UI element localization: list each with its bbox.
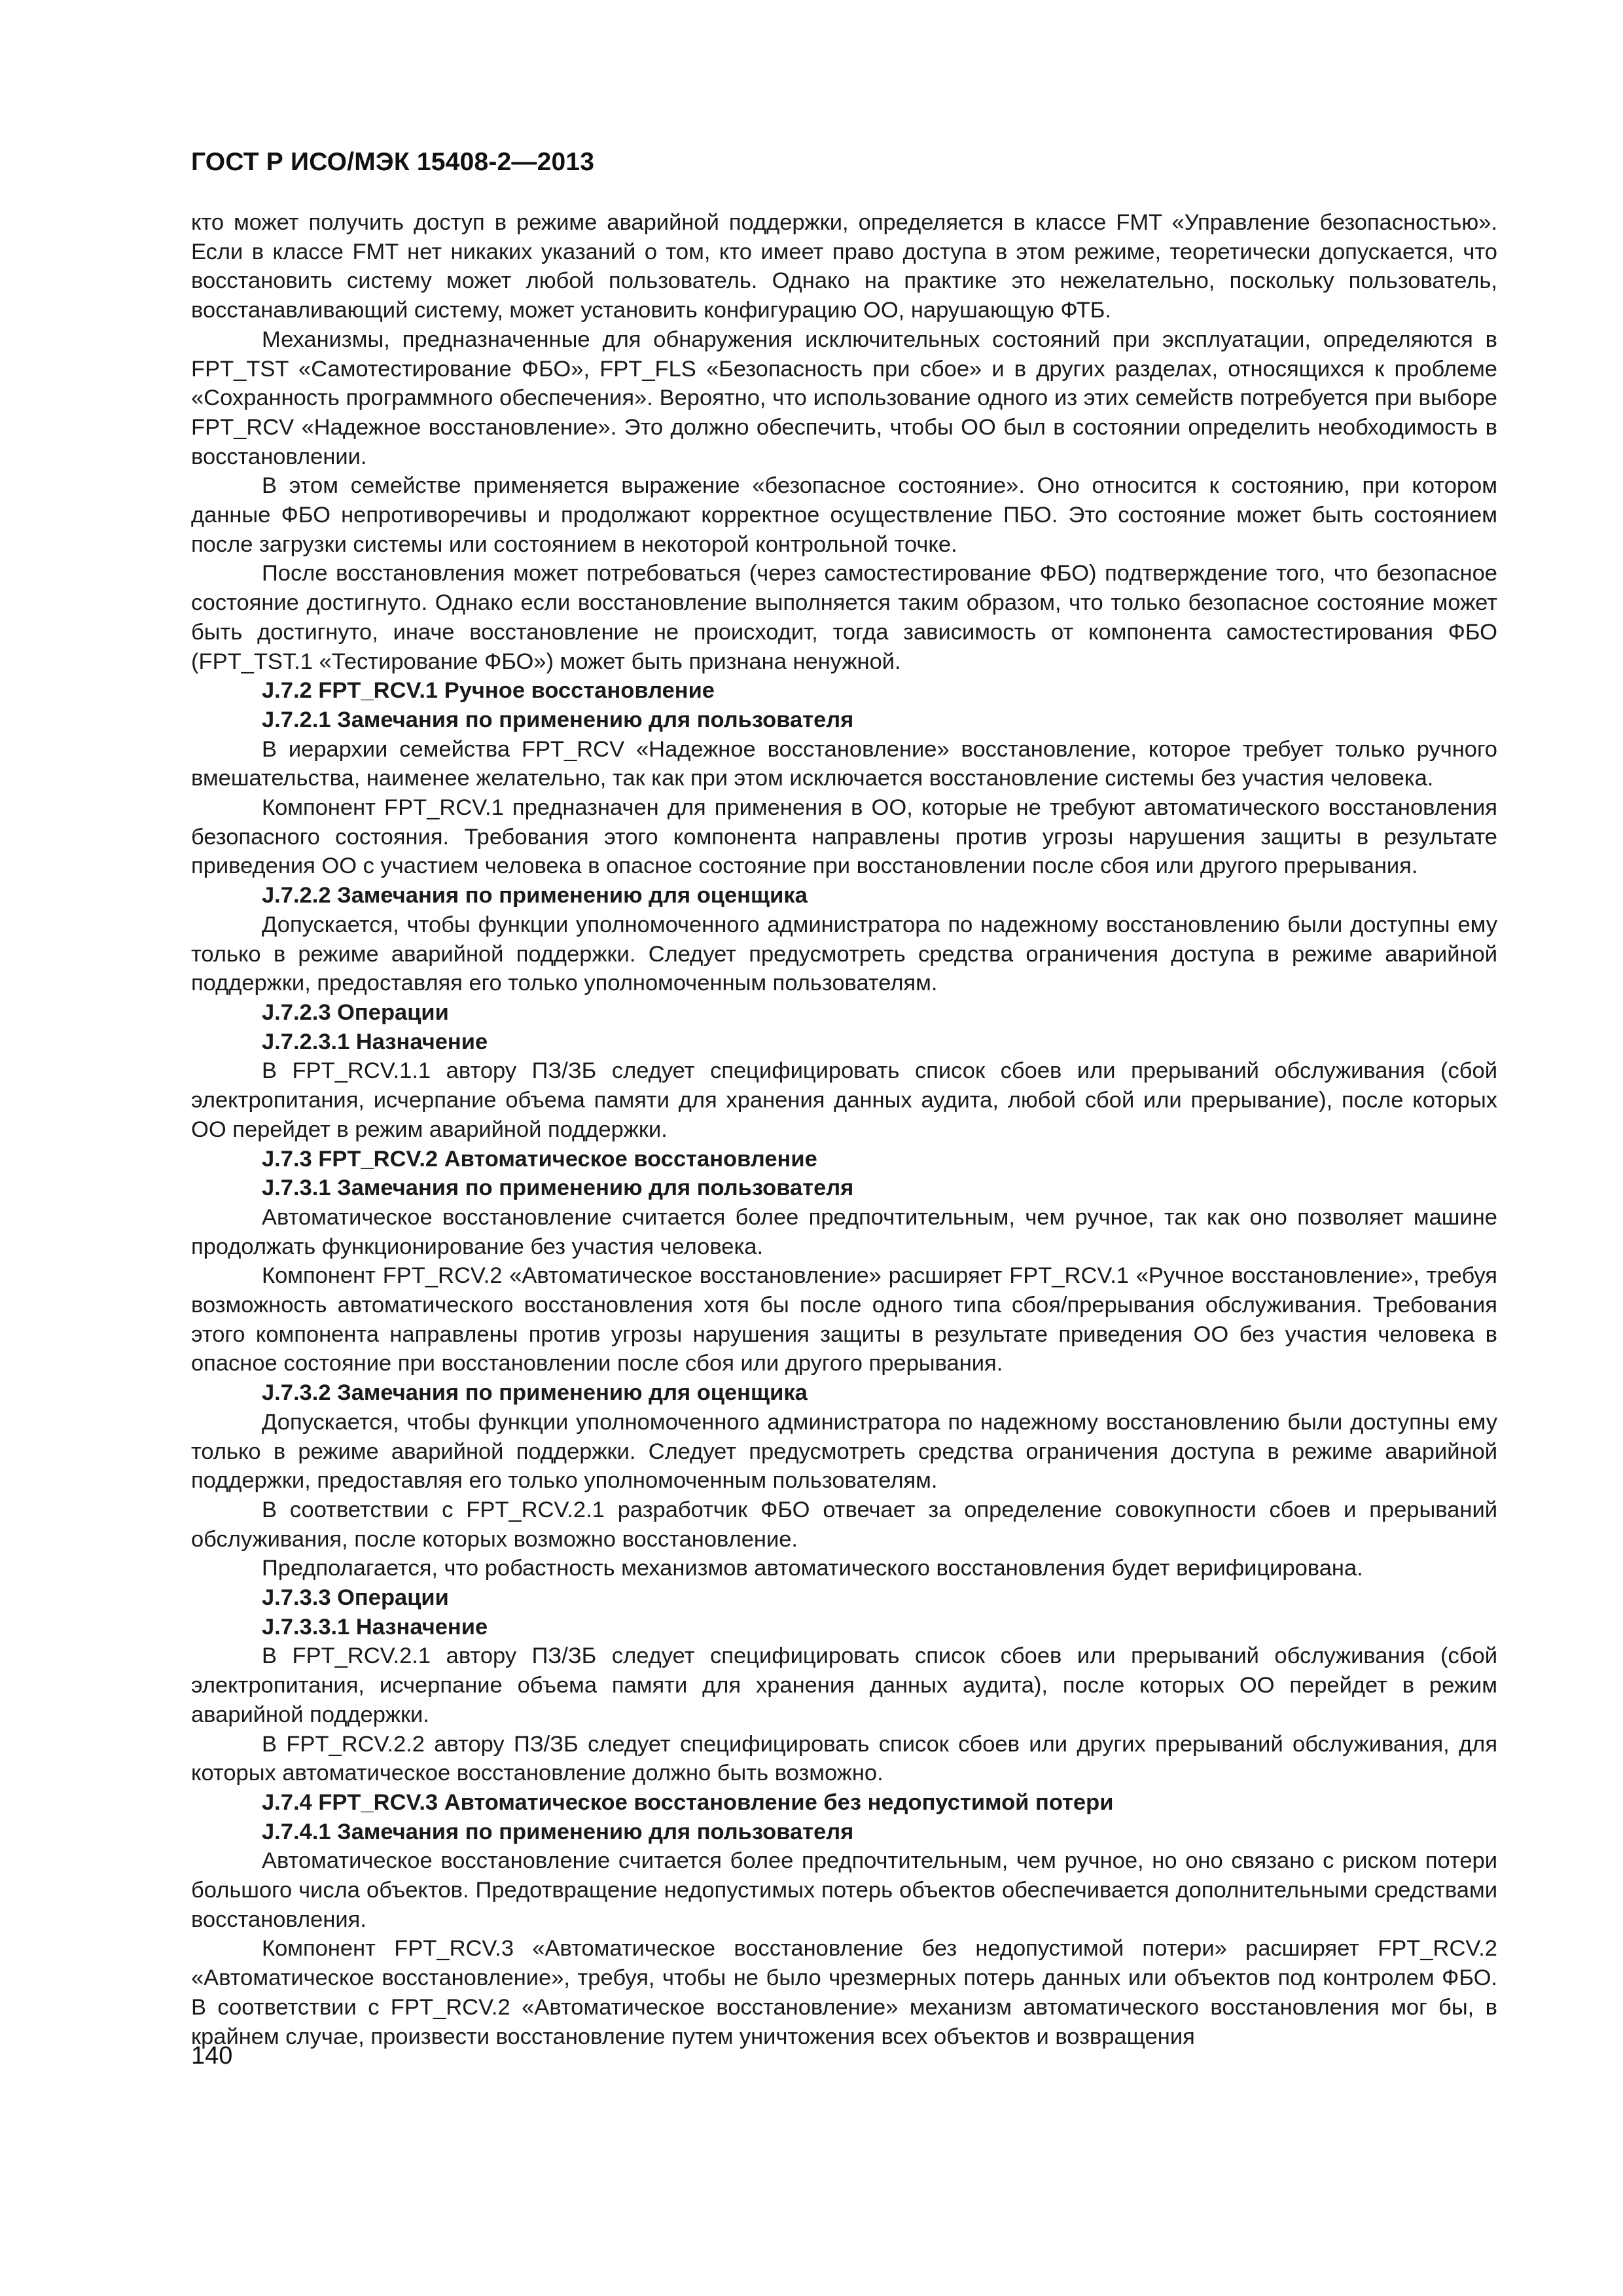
page-header-title: ГОСТ Р ИСО/МЭК 15408-2—2013 xyxy=(191,148,595,176)
body-paragraph: Компонент FPT_RCV.3 «Автоматическое восстановление без недопустимой потери» расширяет FPT_RCV.2 «Автоматическое восстановление», требуя, чтобы не было чрезмерных потерь данных или объектов под контролем ФБО. В соответствии с FPT_RCV.2 «Автоматическое восстановление» механизм автоматического восстановления мог бы, в крайнем случае, произвести восстановление путем уничтожения всех объектов и возвращения xyxy=(191,1936,1497,2049)
section-heading: J.7.2.3.1 Назначение xyxy=(262,1029,488,1054)
section-heading: J.7.2.1 Замечания по применению для пользователя xyxy=(262,707,854,732)
body-paragraph: В FPT_RCV.1.1 автору ПЗ/ЗБ следует специфицировать список сбоев или прерываний обслуживания (сбой электропитания, исчерпание объема памяти для хранения данных аудита, любой сбой или прерывание), после которых ОО перейдет в режим аварийной поддержки. xyxy=(191,1058,1497,1142)
body-paragraph: Допускается, чтобы функции уполномоченного администратора по надежному восстановлению были доступны ему только в режиме аварийной поддержки. Следует предусмотреть средства ограничения доступа в режиме аварийной поддержки, предоставляя его только уполномоченным пользователям. xyxy=(191,912,1497,996)
body-paragraph: кто может получить доступ в режиме аварийной поддержки, определяется в классе FMT «Управление безопасностью». Если в классе FMT нет никаких указаний о том, кто имеет право доступа в этом режиме, теоретически допускается, что восстановить систему может любой пользователь. Однако на практике это нежелательно, поскольку пользователь, восстанавливающий систему, может установить конфигурацию ОО, нарушающую ФТБ. xyxy=(191,210,1497,323)
section-heading: J.7.3.3 Операции xyxy=(262,1585,449,1611)
section-heading: J.7.3 FPT_RCV.2 Автоматическое восстановление xyxy=(262,1146,817,1172)
document-body xyxy=(191,208,1497,2051)
body-paragraph: Автоматическое восстановление считается более предпочтительным, чем ручное, так как оно позволяет машине продолжать функционирование без участия человека. xyxy=(191,1204,1497,1259)
body-paragraph: Механизмы, предназначенные для обнаружения исключительных состояний при эксплуатации, определяются в FPT_TST «Самотестирование ФБО», FPT_FLS «Безопасность при сбое» и в других разделах, относящихся к проблеме «Сохранность программного обеспечения». Вероятно, что использование одного из этих семейств потребуется при выборе FPT_RCV «Надежное восстановление». Это должно обеспечить, чтобы ОО был в состоянии определить необходимость в восстановлении. xyxy=(191,327,1497,469)
section-heading: J.7.4 FPT_RCV.3 Автоматическое восстановление без недопустимой потери xyxy=(262,1789,1114,1815)
body-paragraph: Автоматическое восстановление считается более предпочтительным, чем ручное, но оно связано с риском потери большого числа объектов. Предотвращение недопустимых потерь объектов обеспечивается дополнительными средствами восстановления. xyxy=(191,1848,1497,1932)
body-paragraph: Компонент FPT_RCV.2 «Автоматическое восстановление» расширяет FPT_RCV.1 «Ручное восстановление», требуя возможность автоматического восстановления хотя бы после одного типа сбоя/прерывания обслуживания. Требования этого компонента направлены против угрозы нарушения защиты в результате приведения ОО без участия человека в опасное состояние при восстановлении после сбоя или другого прерывания. xyxy=(191,1263,1497,1376)
page-number: 140 xyxy=(191,2042,233,2070)
section-heading: J.7.4.1 Замечания по применению для пользователя xyxy=(262,1819,854,1844)
section-heading: J.7.3.1 Замечания по применению для пользователя xyxy=(262,1175,854,1201)
body-paragraph: В этом семействе применяется выражение «безопасное состояние». Оно относится к состоянию, при котором данные ФБО непротиворечивы и продолжают корректное осуществление ПБО. Это состояние может быть состоянием после загрузки системы или состоянием в некоторой контрольной точке. xyxy=(191,473,1497,557)
body-paragraph: В FPT_RCV.2.2 автору ПЗ/ЗБ следует специфицировать список сбоев или других прерываний обслуживания, для которых автоматическое восстановление должно быть возможно. xyxy=(191,1731,1497,1786)
section-heading: J.7.2.2 Замечания по применению для оценщика xyxy=(262,883,808,908)
section-heading: J.7.3.3.1 Назначение xyxy=(262,1614,488,1640)
section-heading: J.7.2 FPT_RCV.1 Ручное восстановление xyxy=(262,678,715,704)
document-page xyxy=(191,0,1497,2296)
section-heading: J.7.2.3 Операции xyxy=(262,999,449,1025)
body-paragraph: В FPT_RCV.2.1 автору ПЗ/ЗБ следует специфицировать список сбоев или прерываний обслуживания (сбой электропитания, исчерпание объема памяти для хранения данных аудита), после которых ОО перейдет в режим аварийной поддержки. xyxy=(191,1643,1497,1727)
body-paragraph: Компонент FPT_RCV.1 предназначен для применения в ОО, которые не требуют автоматического восстановления безопасного состояния. Требования этого компонента направлены против угрозы нарушения защиты в результате приведения ОО с участием человека в опасное состояние при восстановлении после сбоя или другого прерывания. xyxy=(191,795,1497,879)
body-paragraph: После восстановления может потребоваться (через самостестирование ФБО) подтверждение того, что безопасное состояние достигнуто. Однако если восстановление выполняется таким образом, что только безопасное состояние может быть достигнуто, иначе восстановление не происходит, тогда зависимость от компонента самостестирования ФБО (FPT_TST.1 «Тестирование ФБО») может быть признана ненужной. xyxy=(191,561,1497,674)
section-heading: J.7.3.2 Замечания по применению для оценщика xyxy=(262,1380,808,1406)
body-paragraph: Допускается, чтобы функции уполномоченного администратора по надежному восстановлению были доступны ему только в режиме аварийной поддержки. Следует предусмотреть средства ограничения доступа в режиме аварийной поддержки, предоставляя его только уполномоченным пользователям. xyxy=(191,1409,1497,1494)
body-paragraph: В соответствии с FPT_RCV.2.1 разработчик ФБО отвечает за определение совокупности сбоев и прерываний обслуживания, после которых возможно восстановление. xyxy=(191,1497,1497,1552)
body-paragraph: Предполагается, что робастность механизмов автоматического восстановления будет верифицирована. xyxy=(262,1556,1363,1581)
body-paragraph: В иерархии семейства FPT_RCV «Надежное восстановление» восстановление, которое требует только ручного вмешательства, наименее желательно, так как при этом исключается восстановление системы без участия человека. xyxy=(191,736,1497,791)
